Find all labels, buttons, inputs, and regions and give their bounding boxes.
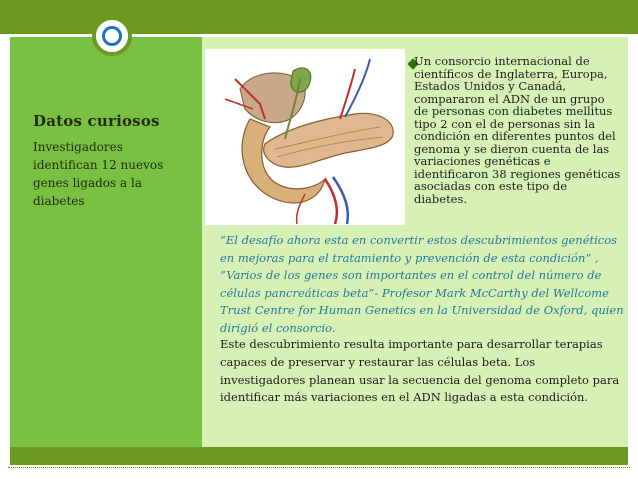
slide-title: Datos curiosos — [33, 112, 160, 130]
bottom-band — [10, 447, 628, 465]
pancreas-drawing — [205, 49, 405, 225]
slide-subtitle: Investigadores identifican 12 nuevos genes ligados a la diabetes — [33, 140, 164, 208]
bottom-dotted-divider — [8, 467, 630, 468]
inner-ring — [102, 26, 122, 46]
researcher-quote: “El desafío ahora esta en convertir estos descubrimientos genéticos en mejoras para el tratamiento y prevención de esta condición” , “Varios de los genes son importantes en el control del número de células pancreáticas beta”- Profesor Mark McCarthy del Wellcome Trust Centre for Human Genetics en la Universidad de Oxford, quien dirigió el consorcio. — [220, 233, 624, 335]
body-paragraph: Este descubrimiento resulta importante para desarrollar terapias capaces de preservar y restaurar las células beta. Los investigadores planean usar la secuencia del genoma completo para identificar más variaciones en el ADN ligadas a esta condición. — [220, 337, 620, 405]
left-panel — [10, 37, 202, 447]
pancreas-illustration — [205, 49, 405, 225]
consortium-paragraph: Un consorcio internacional de científicos de Inglaterra, Europa, Estados Unidos y Canadá, compararon el ADN de un grupo de personas con diabetes mellitus tipo 2 con el de personas sin la condición en diferentes puntos del genoma y se dieron cuenta de las variaciones genéticas e identificaron 38 regiones genéticas asociadas con este tipo de diabetes. — [414, 54, 621, 206]
circle-ornament-icon — [92, 16, 132, 56]
